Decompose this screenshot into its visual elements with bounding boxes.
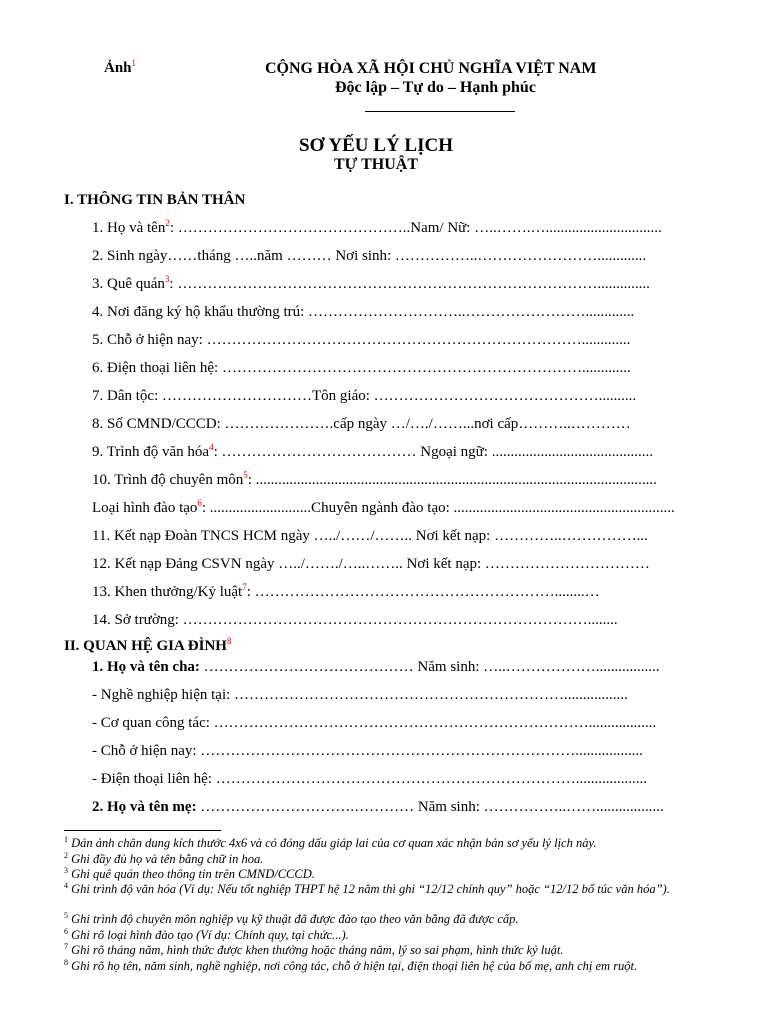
form-line[interactable]: - Nghề nghiệp hiện tại: …………………………………………………………................. — [92, 687, 628, 703]
footnote: $^6$ Ghi rõ loại hình đào tạo (Ví dụ: Chính quy, tại chức...). — [64, 926, 349, 942]
form-line[interactable]: 12. Kết nạp Đảng CSVN ngày …../……./…..…….. Nơi kết nạp: …………………………… — [92, 556, 650, 572]
form-line[interactable]: - Chỗ ở hiện nay: ………………………………………………………………….................. — [92, 743, 643, 759]
form-line[interactable]: 4. Nơi đăng ký hộ khẩu thường trú: …………………………..……………………............. — [92, 304, 635, 320]
form-line[interactable]: 3. Quê quán$^3$: ………………………………………………………………………….............. — [92, 274, 650, 292]
form-line[interactable]: 6. Điện thoại liên hệ: ………………………………………………………………............. — [92, 360, 631, 376]
form-line[interactable]: Loại hình đào tạo$^6$: ...........................Chuyên ngành đào tạo: ........................................................... — [92, 498, 675, 516]
form-line[interactable]: - Cơ quan công tác: ………………………………………………………………….................. — [92, 715, 657, 731]
form-line[interactable]: 14. Sở trường: ………………………………………………………………………........ — [92, 612, 618, 628]
footnote: $^7$ Ghi rõ tháng năm, hình thức được khen thưởng hoặc tháng năm, lý so sai phạm, hình thức kỷ luật. — [64, 941, 564, 957]
section-heading-personal-info: I. THÔNG TIN BẢN THÂN — [64, 192, 246, 208]
form-line[interactable]: 8. Số CMND/CCCD: ………………….cấp ngày …/…./……...nơi cấp………..………… — [92, 416, 631, 432]
form-line[interactable]: 5. Chỗ ở hiện nay: …………………………………………………………………............. — [92, 332, 631, 348]
header-divider — [365, 111, 515, 112]
document-title: SƠ YẾU LÝ LỊCH — [299, 135, 453, 156]
national-motto: Độc lập – Tự do – Hạnh phúc — [335, 79, 536, 96]
footnote-divider — [64, 830, 221, 831]
form-line[interactable]: 2. Sinh ngày……tháng …..năm ……… Nơi sinh: ……………..……………………............. — [92, 248, 647, 264]
footnote: $^4$ Ghi trình độ văn hóa (Ví dụ: Nếu tốt nghiệp THPT hệ 12 năm thì ghi “12/12 chính quy” hoặc “12/12 bổ túc văn hóa”). — [64, 880, 670, 896]
form-line[interactable]: 7. Dân tộc: …………………………Tôn giáo: ……………………………………….......... — [92, 388, 637, 404]
form-line[interactable]: - Điện thoại liên hệ: ………………………………………………………………................... — [92, 771, 647, 787]
form-line[interactable]: 9. Trình độ văn hóa$^4$: ………………………………… Ngoại ngữ: ........................................... — [92, 442, 653, 460]
footnote: $^2$ Ghi đầy đủ họ và tên bằng chữ in hoa. — [64, 850, 264, 866]
document-subtitle: TỰ THUẬT — [333, 156, 418, 173]
photo-placeholder-label: Ảnh$^1$ — [104, 58, 137, 76]
form-line[interactable]: 1. Họ và tên$^2$: ………………………………………..Nam/ Nữ: …..…….…............................... — [92, 218, 662, 236]
national-title: CỘNG HÒA XÃ HỘI CHỦ NGHĨA VIỆT NAM — [265, 60, 597, 77]
footnote: $^1$ Dán ảnh chân dung kích thước 4x6 và có đóng dấu giáp lai của cơ quan xác nhận bản sơ yếu lý lịch này. — [64, 834, 597, 850]
footnote: $^3$ Ghi quê quán theo thông tin trên CMND/CCCD. — [64, 865, 315, 881]
footnote-ref: 1 — [131, 58, 137, 68]
form-line-father-name[interactable]: 1. Họ và tên cha: …………………………………… Năm sinh: …..………………................. — [92, 659, 660, 675]
footnote: $^8$ Ghi rõ họ tên, năm sinh, nghề nghiệp, nơi công tác, chỗ ở hiện tại, điện thoại liên hệ của bố mẹ, anh chị em ruột. — [64, 957, 638, 973]
form-line[interactable]: 13. Khen thưởng/Kỷ luật$^7$: ……………………………………………………........… — [92, 582, 600, 600]
form-line[interactable]: 11. Kết nạp Đoàn TNCS HCM ngày …../……/…….. Nơi kết nạp: …………..……………... — [92, 528, 648, 544]
form-line[interactable]: 10. Trình độ chuyên môn$^5$: ........................................................................................................... — [92, 470, 657, 488]
footnote: $^5$ Ghi trình độ chuyên môn nghiệp vụ kỹ thuật đã được đào tạo theo văn bằng đã được cấp. — [64, 910, 519, 926]
form-line-mother-name[interactable]: 2. Họ và tên mẹ: ………………………….………… Năm sinh: ……………..…….................. — [92, 799, 664, 815]
section-heading-family: II. QUAN HỆ GIA ĐÌNH$^8$ — [64, 636, 232, 654]
